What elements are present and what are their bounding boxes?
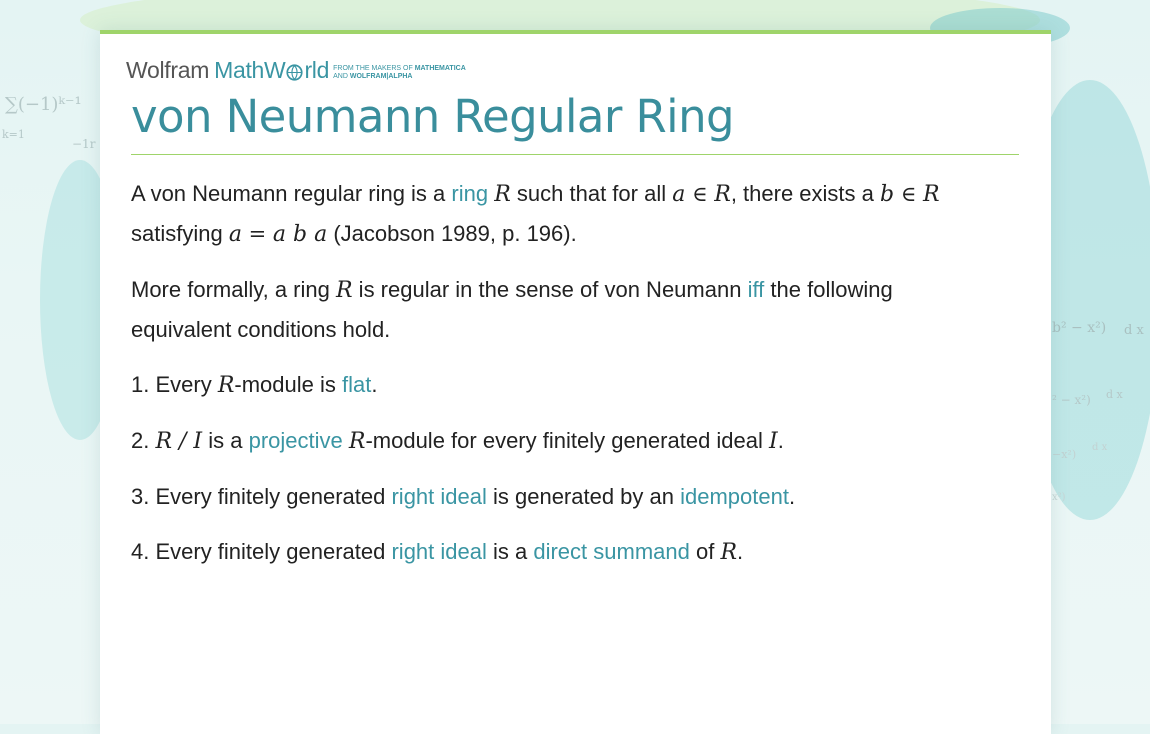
text: 1. Every [131,372,218,397]
text: satisfying [131,221,229,246]
math-var: R [923,182,940,207]
text: is a [486,539,534,564]
svg-text:∑(−1)ᵏ⁻¹: ∑(−1)ᵏ⁻¹ [5,94,82,115]
svg-text:k=1: k=1 [2,128,25,141]
logo-mathworld-post: rld [304,57,330,83]
text: 4. Every finitely generated [131,539,392,564]
svg-text:d x: d x [1106,388,1123,401]
text: is generated by an [486,484,681,509]
link-right-ideal[interactable]: right ideal [391,539,487,564]
tagline-wolframalpha: WOLFRAM|ALPHA [349,73,413,80]
svg-text:² − x²): ² − x²) [1052,393,1091,407]
list-item-4 [131,532,1011,572]
math-op: = [241,222,273,246]
svg-text:−1r: −1r [72,137,96,151]
math-var: a [228,222,242,247]
text: the following [764,277,893,302]
list-item-3 [131,477,1011,516]
text: -module for every finitely generated ideal [365,428,770,453]
svg-text:d x: d x [1124,323,1144,338]
link-right-ideal[interactable]: right ideal [391,484,487,509]
text: such that for all [510,181,673,206]
math-op: ∈ [894,182,924,206]
text: A von Neumann regular ring is a [131,181,452,206]
math-var: I [769,429,778,454]
text: equivalent conditions hold. [131,317,391,342]
text: , there exists a [730,181,881,206]
page-title: von Neumann Regular Ring [131,90,734,143]
link-projective[interactable]: projective [248,428,343,453]
text: 3. Every finitely generated [131,484,392,509]
globe-icon [286,64,303,81]
svg-text:b² − x²): b² − x²) [1052,320,1107,336]
paragraph-definition [131,174,1011,254]
text: . [371,372,378,397]
title-divider [131,154,1019,155]
logo-wolfram-text: Wolfram [126,57,210,83]
math-var: R [348,429,366,454]
text: is regular in the sense of von Neumann [352,277,748,302]
svg-text:−x²): −x²) [1052,448,1077,461]
logo-mathworld-text [214,57,329,84]
math-var: a b a [272,222,328,247]
math-var: R [720,540,738,565]
citation-text: (Jacobson 1989, p. 196). [327,221,577,246]
site-logo[interactable] [126,57,466,84]
math-var: b [880,182,895,207]
text: of [689,539,721,564]
link-direct-summand[interactable]: direct summand [533,539,690,564]
math-var: a [672,182,686,207]
paragraph-formal [131,270,1011,349]
article-body [131,174,1011,588]
text: is a [202,428,249,453]
list-item-1 [131,365,1011,405]
math-var: R [217,373,235,398]
math-op: ∈ [685,182,715,206]
logo-mathworld-pre: MathW [214,57,286,83]
tagline-line1: FROM THE MAKERS OF [333,65,413,72]
text: . [777,428,784,453]
svg-text:d x: d x [1092,442,1108,453]
math-var: R / I [155,429,203,454]
list-item-2 [131,421,1011,461]
text: 2. [131,428,156,453]
svg-text:x²): x²) [1052,492,1066,503]
link-ring[interactable]: ring [451,181,489,206]
tagline-mathematica: MATHEMATICA [414,65,466,72]
math-var: R [335,278,353,303]
math-var: R [494,182,511,207]
text: . [788,484,796,509]
math-var: R [714,182,731,207]
text: More formally, a ring [131,277,336,302]
content-card [100,30,1051,734]
text: -module is [234,372,342,397]
link-flat[interactable]: flat [341,372,372,397]
logo-tagline [333,65,466,81]
link-idempotent[interactable]: idempotent [680,484,789,509]
tagline-line2: AND [333,73,348,80]
text: . [737,539,744,564]
link-iff[interactable]: iff [747,277,765,302]
